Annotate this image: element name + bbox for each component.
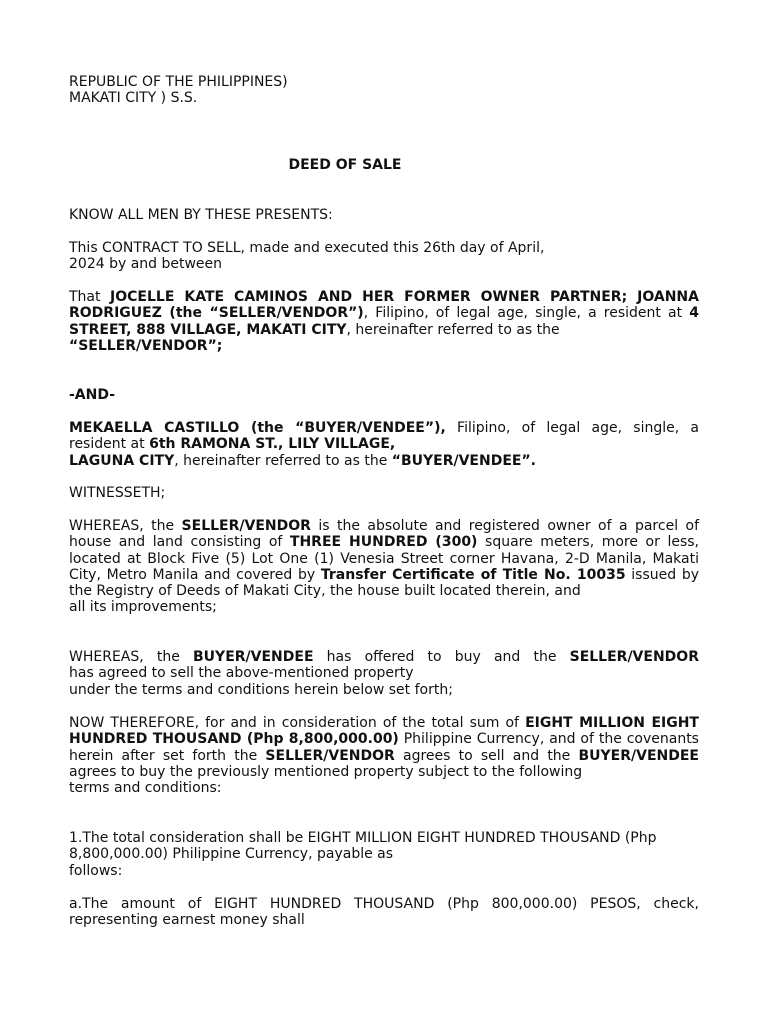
term-a-text: a.The amount of EIGHT HUNDRED THOUSAND (Php 800,000.00) PESOS, check, representing earnest money shall (69, 896, 699, 929)
term1-last-line: follows: (69, 862, 123, 879)
consideration-text-3: agrees to sell and the (394, 747, 579, 764)
intro-line: KNOW ALL MEN BY THESE PRESENTS: (69, 207, 333, 223)
term-1-paragraph (69, 830, 699, 879)
contract-paragraph (69, 240, 699, 273)
whereas1-seller: SELLER/VENDOR (181, 518, 311, 534)
buyer-text-1: Filipino, of legal age, single, a resident at (69, 420, 699, 453)
consideration-paragraph (69, 715, 699, 796)
buyer-city: LAGUNA CITY (69, 452, 175, 469)
consideration-text-1: NOW THEREFORE, for and in consideration of the total sum of (69, 715, 526, 731)
contract-line-2: 2024 by and between (69, 256, 223, 273)
whereas2-line-1 (69, 649, 699, 665)
witnesseth-label: WITNESSETH; (69, 485, 166, 501)
whereas1-text-2: is the absolute and registered owner of a parcel of house and land consisting of (69, 518, 699, 551)
seller-paragraph (69, 289, 699, 354)
whereas2-line-2: has agreed to sell the above-mentioned property (69, 665, 414, 682)
whereas1-area: THREE HUNDRED (300) (289, 534, 478, 551)
seller-names: JOCELLE KATE CAMINOS AND HER FORMER OWNER PARTNER; JOANNA RODRIGUEZ (the “SELLER/VENDOR”) (69, 289, 699, 322)
buyer-text-2: , hereinafter referred to as the (174, 452, 392, 469)
whereas-ownership-paragraph (69, 518, 699, 616)
whereas1-text-4: issued by the Registry of Deeds of Makati City, the house built located therein, and (69, 566, 700, 600)
seller-text-1: That (69, 289, 111, 305)
consideration-seller: SELLER/VENDOR (265, 747, 395, 764)
term1-text: 1.The total consideration shall be EIGHT MILLION EIGHT HUNDRED THOUSAND (Php 8,800,000.00) Philippine Currency, payable as (69, 830, 657, 863)
whereas1-text-1: WHEREAS, the (69, 518, 182, 534)
whereas2-text-1: WHEREAS, the (69, 649, 194, 665)
whereas1-text-3: square meters, more or less, located at Block Five (5) Lot One (1) Venesia Street corner Havana, 2-D Manila, Makati City, Metro Manila and covered by (69, 534, 699, 583)
venue-line-2: MAKATI CITY ) S.S. (69, 90, 198, 107)
whereas2-text-2: has offered to buy and the (313, 649, 570, 665)
venue-line-1: REPUBLIC OF THE PHILIPPINES) (69, 74, 288, 90)
consideration-buyer: BUYER/VENDEE (578, 747, 699, 764)
and-label: -AND- (69, 387, 116, 403)
whereas2-seller: SELLER/VENDOR (569, 649, 699, 665)
consideration-last-line: terms and conditions: (69, 780, 222, 797)
seller-text-2: , Filipino, of legal age, single, a resident at (363, 305, 690, 322)
seller-text-3: , hereinafter referred to as the (346, 321, 560, 338)
seller-designation: “SELLER/VENDOR”; (69, 337, 223, 354)
whereas-offer-paragraph (69, 649, 699, 698)
document-title: DEED OF SALE (288, 157, 402, 173)
whereas2-buyer: BUYER/VENDEE (193, 649, 314, 665)
consideration-text-2: Philippine Currency, and of the covenants herein after set forth the (69, 731, 699, 764)
venue-header (69, 74, 699, 107)
buyer-address: 6th RAMONA ST., LILY VILLAGE, (149, 436, 396, 453)
buyer-line-3 (69, 453, 699, 469)
buyer-paragraph (69, 420, 699, 469)
buyer-designation: “BUYER/VENDEE”. (391, 452, 536, 469)
seller-address: 4 STREET, 888 VILLAGE, MAKATI CITY (69, 305, 699, 338)
consideration-text-4: agrees to buy the previously mentioned property subject to the following (69, 763, 583, 780)
whereas2-line-3: under the terms and conditions herein below set forth; (69, 681, 453, 698)
contract-line-1: This CONTRACT TO SELL, made and executed this 26th day of April, (69, 240, 545, 256)
buyer-name: MEKAELLA CASTILLO (the “BUYER/VENDEE”), (69, 420, 446, 436)
whereas1-last-line: all its improvements; (69, 599, 217, 616)
consideration-amount: EIGHT MILLION EIGHT HUNDRED THOUSAND (Php 8,800,000.00) (69, 715, 699, 748)
whereas1-title-number: Transfer Certificate of Title No. 10035 (320, 566, 626, 583)
term-a-paragraph (69, 896, 699, 929)
